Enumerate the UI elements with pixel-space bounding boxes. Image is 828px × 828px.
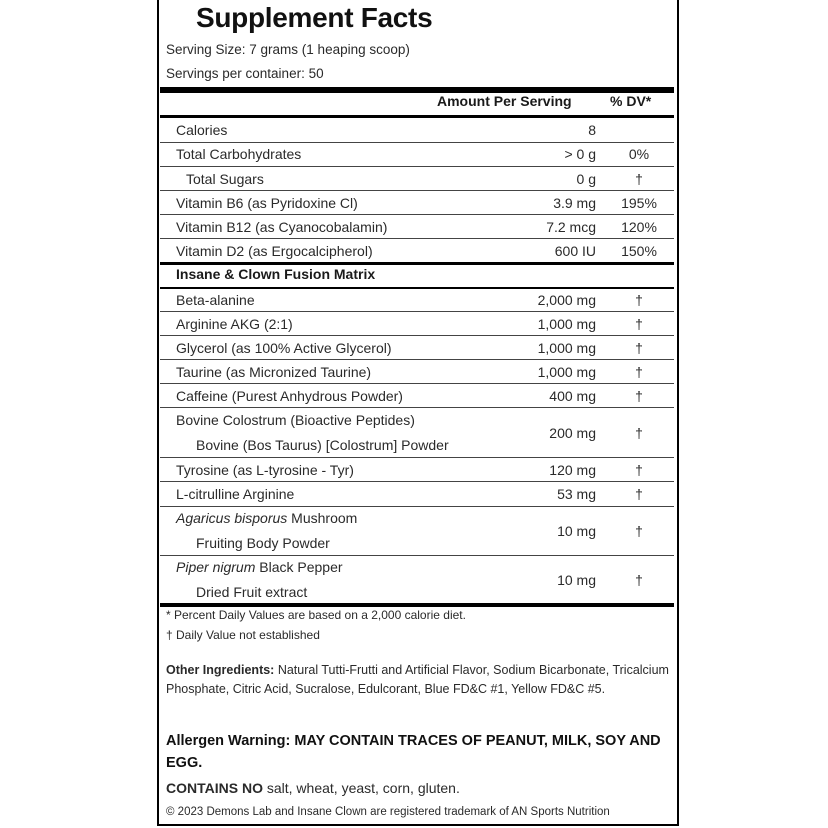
ingredient-name: Tyrosine (as L-tyrosine - Tyr) [176, 462, 354, 478]
nutrient-dv: 0% [628, 146, 650, 162]
other-ingredients-text: Natural Tutti-Frutti and Artificial Flavor, Sodium Bicarbonate, Tricalcium Phosphate, Citric Acid, Sucralose, Edulcorant, Blue FD&C #1, Yellow FD&C #5. [166, 663, 669, 696]
nutrient-amount: 8 [588, 122, 596, 138]
nutrient-name: Calories [176, 122, 228, 138]
ingredient-name: L-citrulline Arginine [176, 486, 295, 502]
ingredient-dv: † [635, 523, 643, 539]
ingredient-amount: 10 mg [557, 523, 596, 539]
row-divider [160, 142, 674, 143]
ingredient-dv: † [635, 316, 643, 332]
ingredient-dv: † [635, 340, 643, 356]
nutrient-amount: 0 g [576, 171, 596, 187]
ingredient-name: Beta-alanine [176, 292, 255, 308]
ingredient-dv: † [635, 462, 643, 478]
row-divider [160, 311, 674, 312]
row-divider [160, 407, 674, 408]
ingredient-name: Glycerol (as 100% Active Glycerol) [176, 340, 392, 356]
allergen-text: MAY CONTAIN TRACES OF PEANUT, MILK, SOY AND EGG. [166, 733, 661, 771]
row-divider [160, 359, 674, 360]
amount-per-serving-header: Amount Per Serving [437, 93, 572, 109]
serving-size: Serving Size: 7 grams (1 heaping scoop) [166, 42, 410, 57]
row-divider [160, 166, 674, 167]
section-divider [160, 287, 674, 289]
nutrient-name: Vitamin B12 (as Cyanocobalamin) [176, 219, 388, 235]
ingredient-amount: 400 mg [549, 388, 596, 404]
nutrient-dv: 150% [621, 243, 657, 259]
nutrient-dv: 120% [621, 219, 657, 235]
ingredient-name: Bovine Colostrum (Bioactive Peptides) [176, 412, 415, 428]
footnote-daily-values: * Percent Daily Values are based on a 2,000 calorie diet. [166, 608, 466, 622]
allergen-label: Allergen Warning: [166, 733, 291, 749]
ingredient-latin-name: Piper nigrum [176, 559, 256, 575]
nutrient-name: Vitamin B6 (as Pyridoxine Cl) [176, 195, 358, 211]
ingredient-name: Taurine (as Micronized Taurine) [176, 364, 372, 380]
dv-header: % DV* [610, 93, 652, 109]
contains-no [166, 780, 460, 796]
allergen-warning [166, 730, 671, 774]
row-divider [160, 335, 674, 336]
nutrient-name: Total Carbohydrates [176, 146, 302, 162]
ingredient-dv: † [635, 292, 643, 308]
row-divider [160, 383, 674, 384]
ingredient-name: Arginine AKG (2:1) [176, 316, 293, 332]
ingredient-dv: † [635, 572, 643, 588]
ingredient-amount: 1,000 mg [537, 364, 596, 380]
row-divider [160, 238, 674, 239]
row-divider [160, 506, 674, 507]
ingredient-amount: 1,000 mg [537, 316, 596, 332]
other-ingredients [166, 661, 671, 699]
section-divider [160, 262, 674, 265]
nutrient-name: Total Sugars [186, 171, 264, 187]
nutrient-amount: > 0 g [564, 146, 596, 162]
nutrient-name: Vitamin D2 (as Ergocalcipherol) [176, 243, 373, 259]
ingredient-common-name: Black Pepper [259, 559, 343, 575]
row-divider [160, 457, 674, 458]
contains-no-label: CONTAINS NO [166, 780, 263, 796]
footnote-dagger: † Daily Value not established [166, 628, 320, 642]
ingredient-amount: 200 mg [549, 425, 596, 441]
ingredient-subname: Dried Fruit extract [196, 584, 308, 600]
ingredient-dv: † [635, 486, 643, 502]
panel-title: Supplement Facts [196, 2, 433, 33]
nutrient-dv: 195% [621, 195, 657, 211]
ingredient-subname: Bovine (Bos Taurus) [Colostrum] Powder [196, 437, 449, 453]
ingredient-subname: Fruiting Body Powder [196, 535, 330, 551]
thick-divider [160, 87, 674, 93]
other-ingredients-label: Other Ingredients: [166, 663, 275, 677]
ingredient-amount: 2,000 mg [537, 292, 596, 308]
row-divider [160, 214, 674, 215]
ingredient-dv: † [635, 388, 643, 404]
row-divider [160, 190, 674, 191]
ingredient-latin-name: Agaricus bisporus [176, 510, 288, 526]
matrix-title: Insane & Clown Fusion Matrix [176, 266, 376, 282]
ingredient-row-pepper [160, 559, 674, 607]
nutrient-amount: 600 IU [554, 243, 596, 259]
ingredient-name: Caffeine (Purest Anhydrous Powder) [176, 388, 403, 404]
ingredient-row-colostrum [160, 412, 674, 460]
ingredient-dv: † [635, 425, 643, 441]
nutrient-amount: 3.9 mg [553, 195, 596, 211]
ingredient-dv: † [635, 364, 643, 380]
nutrient-amount: 7.2 mcg [546, 219, 596, 235]
ingredient-amount: 53 mg [557, 486, 596, 502]
thick-divider [160, 603, 674, 607]
contains-no-text: salt, wheat, yeast, corn, gluten. [266, 780, 460, 796]
row-divider [160, 555, 674, 556]
ingredient-common-name: Mushroom [291, 510, 358, 526]
header-divider [160, 115, 674, 118]
nutrient-dv: † [635, 171, 643, 187]
row-divider [160, 481, 674, 482]
ingredient-amount: 120 mg [549, 462, 596, 478]
servings-per-container: Servings per container: 50 [166, 66, 324, 81]
ingredient-row-mushroom [160, 510, 674, 558]
ingredient-amount: 1,000 mg [537, 340, 596, 356]
copyright-notice: © 2023 Demons Lab and Insane Clown are registered trademark of AN Sports Nutrition [166, 806, 610, 818]
ingredient-amount: 10 mg [557, 572, 596, 588]
